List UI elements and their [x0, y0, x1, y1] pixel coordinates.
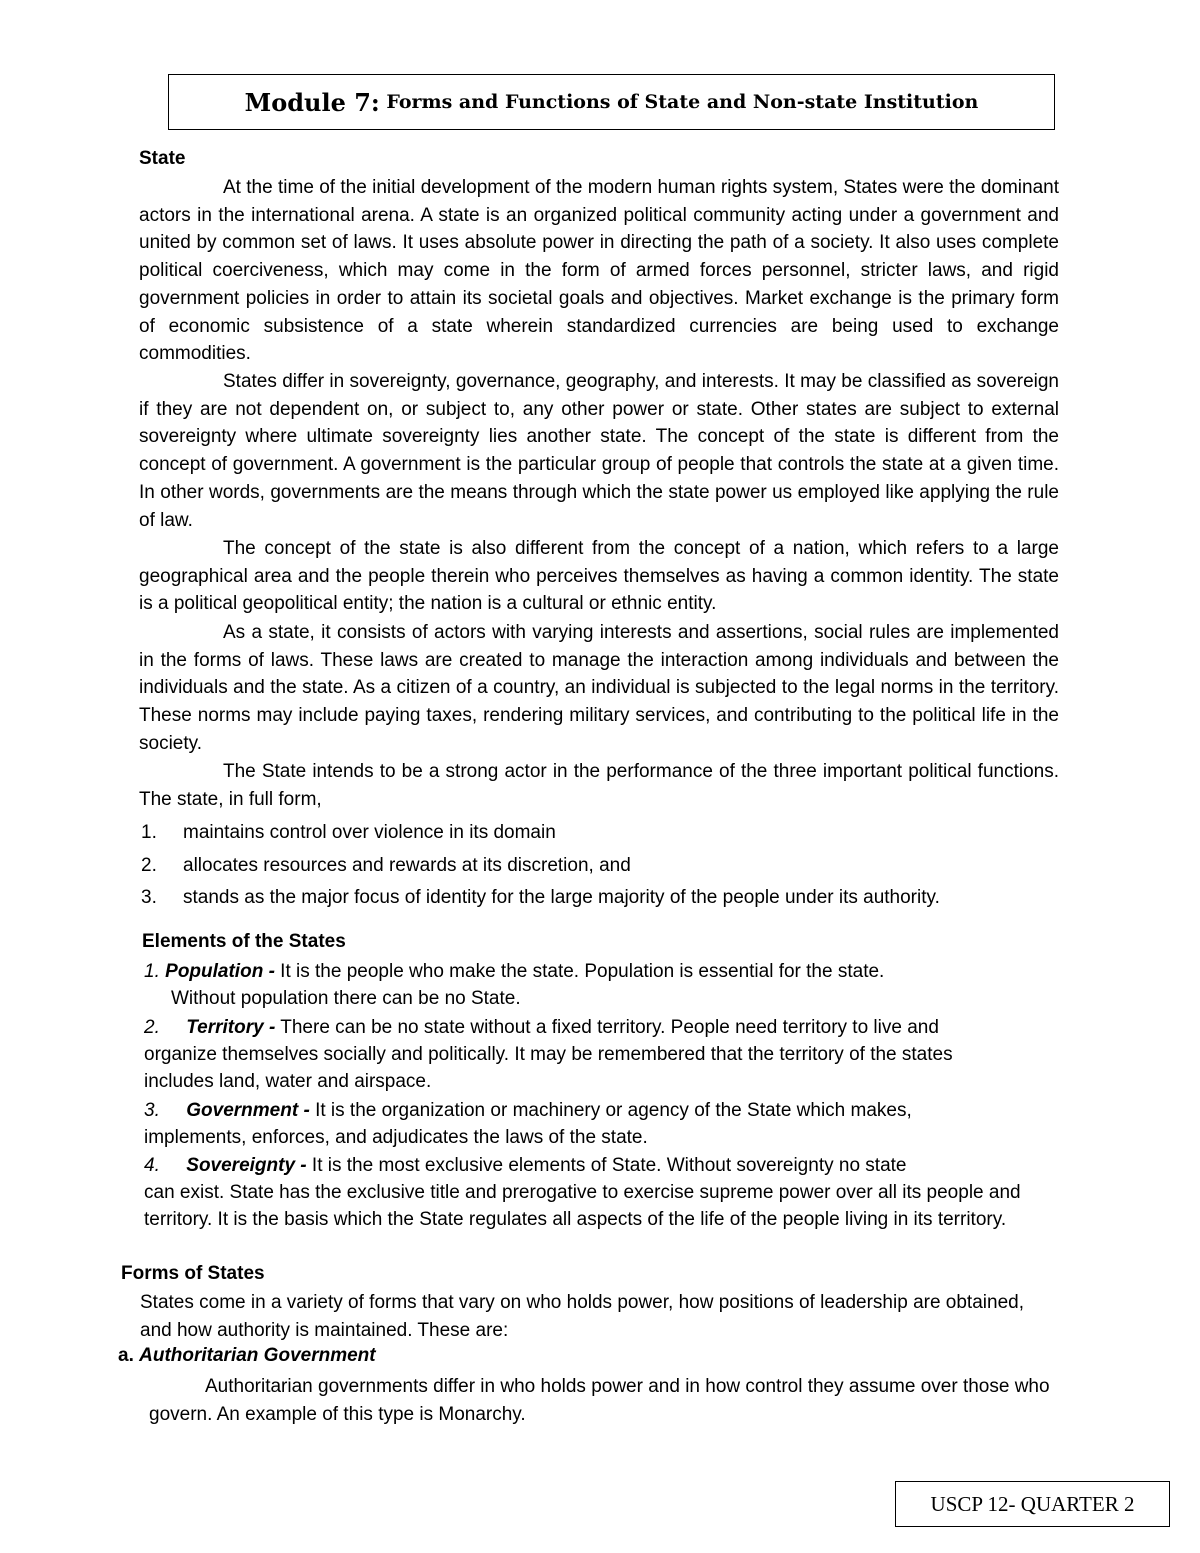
element-term: Territory - — [186, 1017, 276, 1038]
elements-heading: Elements of the States — [142, 931, 346, 952]
list-number: 3. — [141, 887, 157, 908]
list-item — [139, 884, 1069, 917]
element-number: 4. — [144, 1155, 160, 1176]
state-paragraph-1: At the time of the initial development of the modern human rights system, States were the dominant actors in the international arena. A state is an organized political community acting under a government and united by common set of laws. It uses absolute power in directing the path of a society. It also uses complete political coerciveness, which may come in the form of armed forces personnel, stricter laws, and rigid government policies in order to attain its societal goals and objectives. Market exchange is the primary form of economic subsistence of a state wherein standardized currencies are being used to exchange commodities. — [139, 177, 1059, 365]
list-number: 2. — [141, 854, 157, 876]
element-text: It is the people who make the state. Population is essential for the state. — [274, 961, 885, 982]
element-item-population — [144, 958, 1064, 1012]
element-text: It is the most exclusive elements of State. Without sovereignty no state — [306, 1155, 907, 1176]
element-number: 3. — [144, 1100, 160, 1121]
state-functions-list — [139, 819, 1069, 917]
module-title-box — [168, 74, 1055, 130]
element-text-continued: implements, enforces, and adjudicates the laws of the state. — [144, 1127, 648, 1149]
element-text-continued: can exist. State has the exclusive title and prerogative to exercise supreme power over all its people and territory. It is the basis which the State regulates all aspects of the life of the people living in its territory. — [144, 1182, 1021, 1231]
subsection-label: a. — [118, 1345, 140, 1366]
state-paragraph-5: The State intends to be a strong actor in the performance of the three important political functions. The state, in full form, — [139, 761, 1059, 810]
element-term: Population - — [165, 961, 275, 982]
authoritarian-heading — [118, 1345, 376, 1367]
forms-intro: States come in a variety of forms that vary on who holds power, how positions of leadership are obtained, and how authority is maintained. These are: — [140, 1292, 1024, 1341]
state-paragraph-4: As a state, it consists of actors with varying interests and assertions, social rules are implemented in the forms of laws. These laws are created to manage the interaction among individuals and between the individuals and the state. As a citizen of a country, an individual is subjected to the legal norms in the territory. These norms may include paying taxes, rendering military services, and contributing to the political life in the society. — [139, 622, 1059, 754]
element-item-territory — [144, 1014, 1064, 1096]
forms-heading: Forms of States — [121, 1263, 265, 1284]
element-text: It is the organization or machinery or agency of the State which makes, — [309, 1100, 912, 1121]
list-item — [139, 852, 1069, 885]
footer-label-box — [895, 1481, 1170, 1527]
module-title: Forms and Functions of State and Non-state Institution — [379, 91, 979, 113]
state-heading: State — [139, 148, 186, 169]
element-term: Government - — [186, 1100, 310, 1121]
element-number: 1. — [144, 961, 160, 982]
state-paragraph-3: The concept of the state is also different from the concept of a nation, which refers to a large geographical area and the people therein who perceives themselves as having a common identity. The state is a political geopolitical entity; the nation is a cultural or ethnic entity. — [139, 538, 1059, 615]
footer-label: USCP 12- QUARTER 2 — [930, 1491, 1135, 1516]
list-text: stands as the major focus of identity for the large majority of the people under its authority. — [183, 887, 940, 908]
list-item — [139, 819, 1069, 852]
element-text-continued: Without population there can be no State. — [171, 988, 521, 1010]
state-paragraph-2: States differ in sovereignty, governance, geography, and interests. It may be classified as sovereign if they are not dependent on, or subject to, any other power or state. Other states are subject to external sovereignty where ultimate sovereignty lies another state. The concept of the state is different from the concept of government. A government is the particular group of people that controls the state at a given time. In other words, governments are the means through which the state power us employed like applying the rule of law. — [139, 371, 1059, 531]
module-number: Module 7: — [244, 87, 380, 117]
element-item-government — [144, 1097, 1064, 1151]
element-item-sovereignty — [144, 1152, 1064, 1234]
element-number: 2. — [144, 1017, 160, 1038]
list-text: maintains control over violence in its domain — [183, 822, 556, 843]
element-text-continued: organize themselves socially and politically. It may be remembered that the territory of the states includes land, water and airspace. — [144, 1044, 953, 1093]
subsection-title: Authoritarian Government — [139, 1345, 376, 1366]
list-number: 1. — [141, 822, 157, 843]
element-text: There can be no state without a fixed territory. People need territory to live and — [275, 1017, 939, 1038]
element-term: Sovereignty - — [186, 1155, 307, 1176]
authoritarian-paragraph: Authoritarian governments differ in who holds power and in how control they assume over those who govern. An example of this type is Monarchy. — [149, 1376, 1050, 1425]
list-text: allocates resources and rewards at its discretion, and — [183, 854, 631, 876]
